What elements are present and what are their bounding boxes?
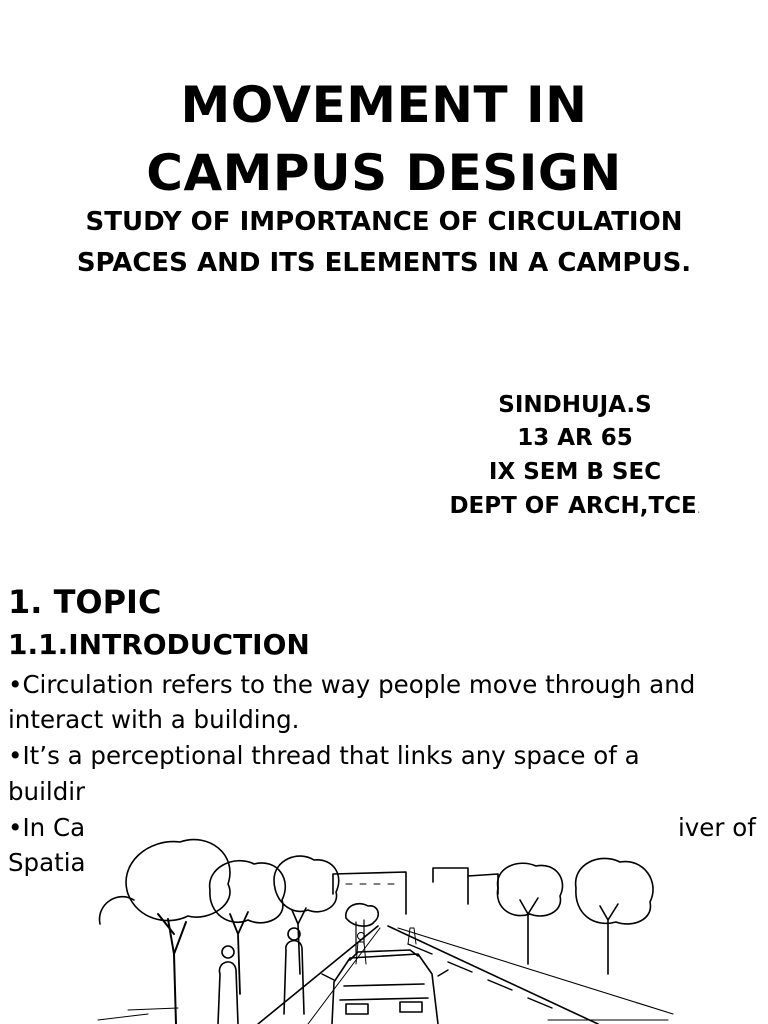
section-subheading: 1.1.INTRODUCTION [8, 628, 310, 661]
body-line-5-end: iver of [678, 813, 756, 842]
body-line-6: Spatia [8, 848, 86, 877]
author-roll: 13 AR 65 [517, 425, 633, 451]
author-dept [380, 493, 768, 519]
author-dept-text: DEPT OF ARCH,TCE [449, 493, 697, 519]
body-line-2: interact with a building. [8, 705, 300, 734]
subtitle-line-2: SPACES AND ITS ELEMENTS IN A CAMPUS. [76, 248, 692, 278]
author-name: SINDHUJA.S [498, 392, 652, 418]
title-line-2: CAMPUS DESIGN [146, 144, 622, 202]
body-line-4: buildir [8, 777, 86, 806]
body-line-1: •Circulation refers to the way people move through and [8, 670, 696, 699]
body-line-3: •It’s a perceptional thread that links any space of a [8, 741, 640, 770]
title-line-1: MOVEMENT IN [180, 76, 588, 134]
subtitle-line-1: STUDY OF IMPORTANCE OF CIRCULATION [85, 207, 683, 237]
campus-street-sketch [88, 824, 678, 1024]
trailing-dot-mark: . [696, 502, 701, 516]
section-heading: 1. TOPIC [8, 583, 162, 621]
body-line-5: •In Ca [8, 813, 86, 842]
author-semester: IX SEM B SEC [488, 459, 662, 485]
